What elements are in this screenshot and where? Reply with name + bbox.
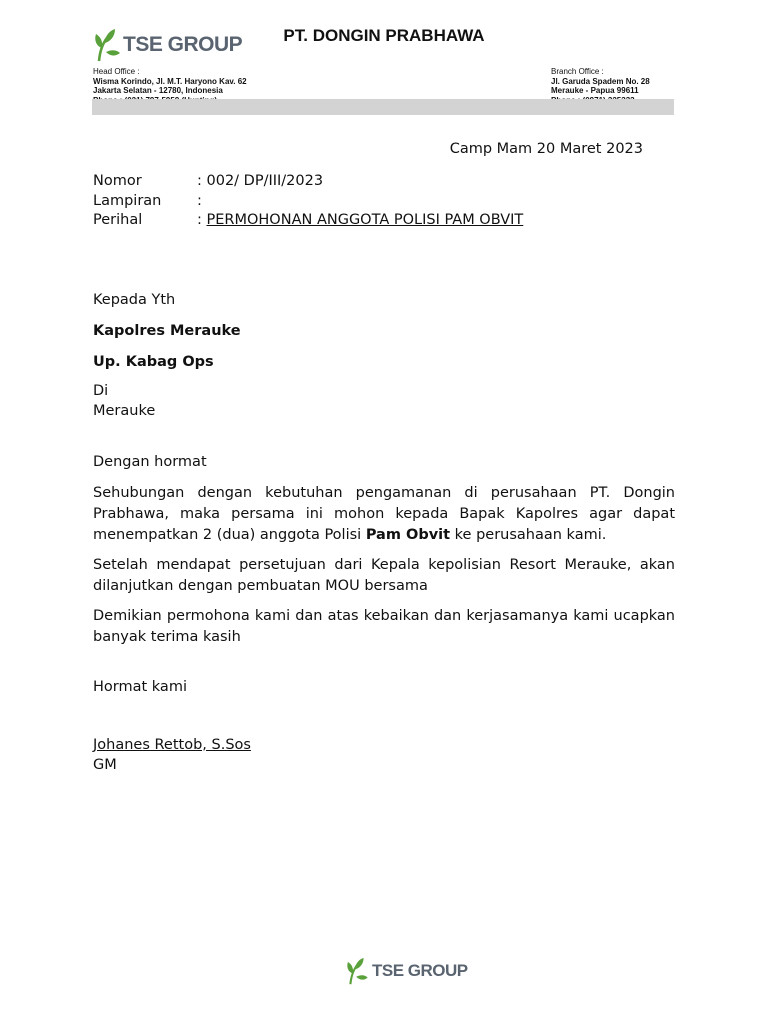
recipient-di: Di [93,383,109,399]
signatory-title: GM [93,756,117,773]
recipient-attn: Up. Kabag Ops [93,354,214,370]
perihal-value: PERMOHONAN ANGGOTA POLISI PAM OBVIT [206,212,524,228]
lampiran-label: Lampiran [93,192,162,209]
signature-block [93,736,251,775]
logo-wordmark: TSE GROUP [123,33,243,56]
perihal-label: Perihal [93,212,143,228]
head-office-address-line1: Wisma Korindo, Jl. M.T. Haryono Kav. 62 [93,76,247,86]
paragraph-1 [93,483,675,546]
head-office-address-line2: Jakarta Selatan - 12780, Indonesia [93,86,223,95]
meta-row-perihal [93,211,523,231]
branch-office-address-line1: Jl. Garuda Spadem No. 28 [551,76,650,86]
paragraph-1-text: Sehubungan dengan kebutuhan pengamanan di perusahaan PT. Dongin Prabhawa, maka persama ini mohon kepada Bapak Kapolres agar dapat menempatkan 2 (dua) anggota Polisi [93,485,675,543]
footer-logo-wordmark: TSE GROUP [372,961,468,980]
lampiran-value: : [197,192,202,209]
company-name: PT. DONGIN PRABHAWA [283,26,485,45]
branch-office-address-line2: Merauke - Papua 99611 [551,86,639,95]
perihal-colon: : [197,212,207,228]
head-office-block [93,67,333,99]
letter-meta [93,172,523,231]
meta-row-lampiran [93,192,523,212]
signatory-name: Johanes Rettob, S.Sos [93,737,251,753]
paragraph-1-text-end: ke perusahaan kami. [450,527,607,543]
salutation: Dengan hormat [93,454,207,470]
nomor-value: : 002/ DP/III/2023 [197,173,324,189]
meta-row-nomor [93,172,523,192]
recipient-name: Kapolres Merauke [93,323,241,339]
paragraph-1-bold: Pam Obvit [365,527,451,543]
recipient-greeting: Kepada Yth [93,292,176,308]
branch-office-block [551,67,681,99]
place-date: Camp Mam 20 Maret 2023 [449,141,643,157]
nomor-label: Nomor [93,173,142,189]
recipient-address [93,382,155,421]
leaf-logo-icon [345,957,369,985]
head-office-title: Head Office : [93,67,140,76]
paragraph-2: Setelah mendapat persetujuan dari Kepala kepolisian Resort Merauke, akan dilanjutkan dengan pembuatan MOU bersama [93,557,675,594]
paragraph-3: Demikian permohona kami dan atas kebaikan dan kerjasamanya kami ucapkan banyak terima kasih [93,608,675,645]
branch-office-title: Branch Office : [551,67,604,76]
footer-logo [345,957,468,985]
closing: Hormat kami [93,679,187,695]
header-divider-band [92,99,674,115]
recipient-city: Merauke [93,402,156,419]
